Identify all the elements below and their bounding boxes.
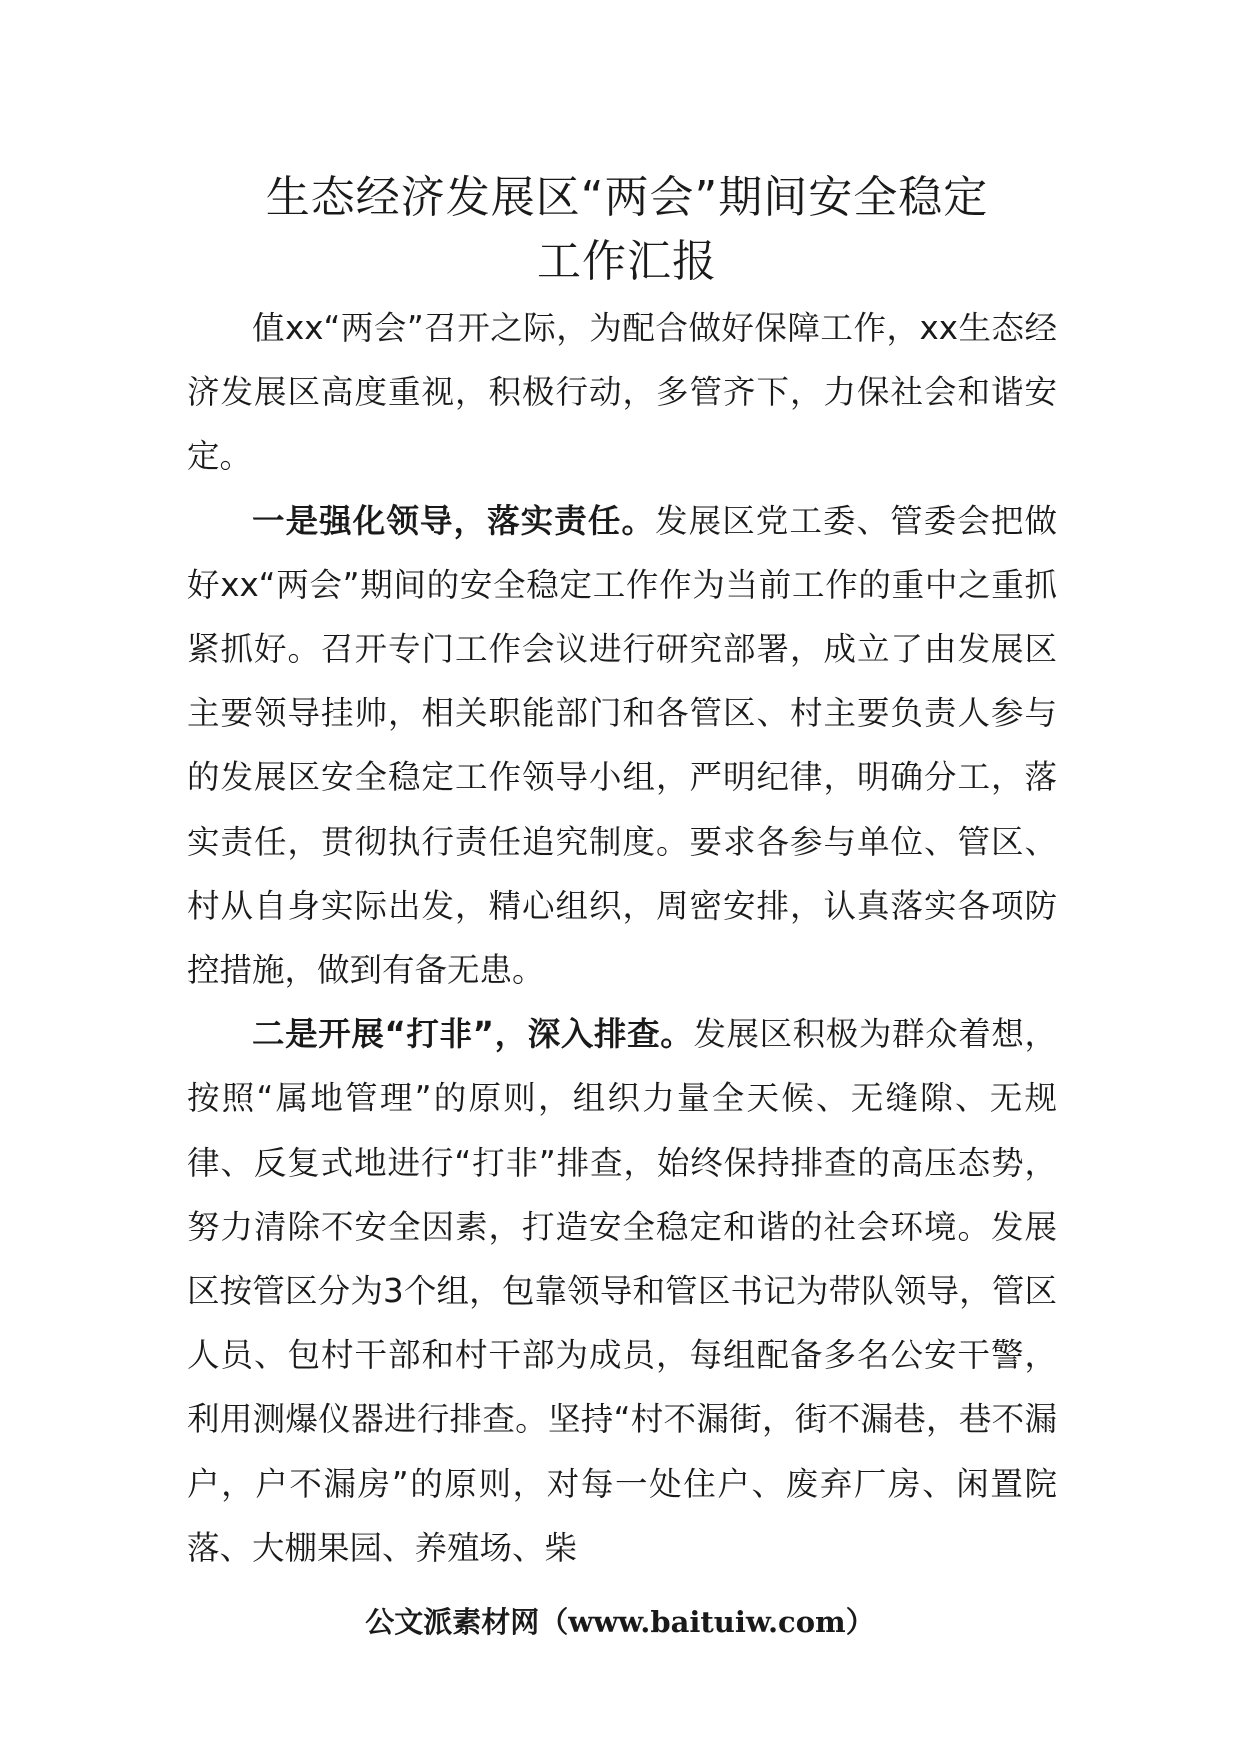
paragraph-text: 值xx“两会”召开之际，为配合做好保障工作，xx生态经济发展区高度重视，积极行动，多管齐下，力保社会和谐安定。	[187, 309, 1057, 476]
paragraph-lead: 一是强化领导，落实责任。	[252, 501, 656, 540]
footer-watermark: 公文派素材网（www.baituiw.com）	[365, 1605, 875, 1639]
paragraph-1	[187, 489, 1057, 1003]
paragraph-text: 发展区党工委、管委会把做好xx“两会”期间的安全稳定工作作为当前工作的重中之重抓紧抓好。召开专门工作会议进行研究部署，成立了由发展区主要领导挂帅，相关职能部门和各管区、村主要负责人参与的发展区安全稳定工作领导小组，严明纪律，明确分工，落实责任，贯彻执行责任追究制度。要求各参与单位、管区、村从自身实际出发，精心组织，周密安排，认真落实各项防控措施，做到有备无患。	[187, 501, 1057, 990]
document-body	[187, 296, 1057, 1580]
document-title-line2: 工作汇报	[537, 236, 717, 287]
paragraph-lead: 二是开展“打非”，深入排查。	[252, 1015, 694, 1054]
paragraph-2	[187, 1002, 1057, 1580]
paragraph-intro	[187, 296, 1057, 489]
document-title-line1: 生态经济发展区“两会”期间安全稳定	[265, 172, 989, 223]
paragraph-text: 发展区积极为群众着想，按照“属地管理”的原则，组织力量全天候、无缝隙、无规律、反复式地进行“打非”排查，始终保持排查的高压态势，努力清除不安全因素，打造安全稳定和谐的社会环境。发展区按管区分为3个组，包靠领导和管区书记为带队领导，管区人员、包村干部和村干部为成员，每组配备多名公安干警，利用测爆仪器进行排查。坚持“村不漏街，街不漏巷，巷不漏户，户不漏房”的原则，对每一处住户、废弃厂房、闲置院落、大棚果园、养殖场、柴	[187, 1015, 1057, 1567]
